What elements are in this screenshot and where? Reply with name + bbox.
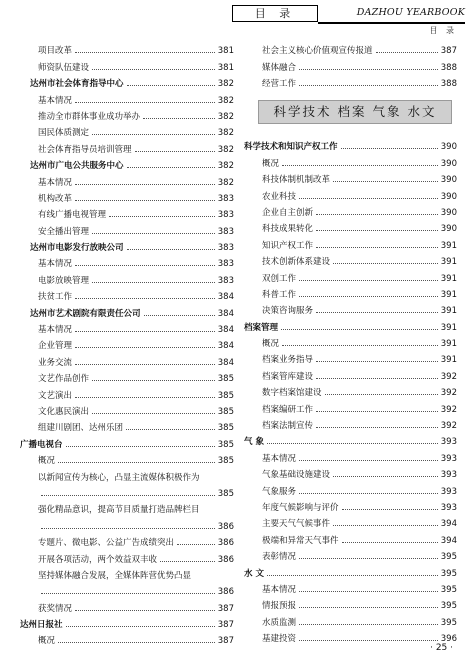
leader-dots: [282, 165, 438, 166]
toc-entry-title: 水 文: [244, 568, 264, 579]
toc-entry-title: 年度气候影响与评价: [262, 502, 339, 513]
toc-right-top: [244, 40, 457, 89]
leader-dots: [75, 347, 215, 348]
toc-entry-title: 扶贫工作: [38, 292, 73, 303]
toc-entry-title: 社会体育指导员培训管理: [38, 144, 132, 155]
leader-dots: [75, 610, 215, 611]
toc-entry-title: 概况: [38, 456, 56, 467]
toc-page-number: 387: [217, 603, 234, 614]
toc-page-number: 391: [440, 240, 457, 251]
leader-dots: [299, 558, 438, 559]
toc-page-number: 395: [440, 601, 457, 612]
toc-entry-title: 达州市广电公共服务中心: [30, 161, 124, 172]
toc-entry-title: 决策咨询服务: [262, 306, 314, 317]
toc-entry-title: 获奖情况: [38, 603, 73, 614]
toc-heading[interactable]: [20, 433, 234, 449]
header-yearbook-title: DAZHOU YEARBOOK: [318, 5, 465, 24]
toc-page-number: 385: [217, 374, 234, 385]
toc-page-number: 383: [217, 259, 234, 270]
toc-entry-title: 文化惠民演出: [38, 406, 90, 417]
leader-dots: [316, 230, 438, 231]
leader-dots: [299, 198, 438, 199]
toc-entry[interactable]: [20, 548, 234, 564]
toc-entry[interactable]: [20, 466, 234, 482]
toc-entry-title: 安全播出管理: [38, 226, 90, 237]
toc-entry-title: 基本情况: [262, 584, 297, 595]
leader-dots: [92, 69, 215, 70]
toc-page-number: 391: [440, 273, 457, 284]
toc-entry-title: 水质监测: [262, 617, 297, 628]
toc-entry[interactable]: [244, 40, 457, 56]
toc-entry[interactable]: [20, 384, 234, 400]
toc-page-number: 385: [217, 488, 234, 499]
leader-dots: [299, 280, 438, 281]
toc-entry-title: 企业管理: [38, 341, 73, 352]
toc-page-number: 387: [217, 620, 234, 631]
toc-page-number: 383: [217, 226, 234, 237]
toc-entry-title: 气象基础设施建设: [262, 470, 331, 481]
toc-entry[interactable]: [244, 628, 457, 644]
toc-entry[interactable]: [244, 398, 457, 414]
toc-entry-title: 达州市电影发行放映公司: [30, 243, 124, 254]
toc-entry[interactable]: [244, 300, 457, 316]
toc-page-number: 385: [217, 423, 234, 434]
leader-dots: [299, 640, 438, 641]
leader-dots: [109, 216, 215, 217]
toc-entry[interactable]: [20, 335, 234, 351]
toc-entry[interactable]: [244, 447, 457, 463]
toc-entry-title: 农业科技: [262, 191, 297, 202]
toc-heading[interactable]: [244, 136, 457, 152]
toc-page-number: 387: [217, 636, 234, 647]
toc-entry-title: 机构改革: [38, 193, 73, 204]
toc-entry[interactable]: [244, 185, 457, 201]
toc-entry-title: 档案管理: [244, 322, 279, 333]
toc-entry[interactable]: [244, 73, 457, 89]
toc-entry-title: 媒体融合: [262, 62, 297, 73]
page-header: [0, 0, 471, 38]
leader-dots: [127, 249, 215, 250]
leader-dots: [299, 296, 438, 297]
toc-left-column: [20, 40, 234, 646]
toc-entry-title: 社会主义核心价值观宣传报道: [262, 46, 373, 57]
leader-dots: [299, 591, 438, 592]
leader-dots: [267, 443, 438, 444]
toc-page-number: 382: [217, 161, 234, 172]
leader-dots: [316, 247, 438, 248]
toc-page-number: 381: [217, 62, 234, 73]
leader-dots: [126, 429, 215, 430]
toc-page-number: 393: [440, 502, 457, 513]
toc-entry[interactable]: [244, 349, 457, 365]
leader-dots: [66, 446, 215, 447]
leader-dots: [333, 525, 438, 526]
toc-entry[interactable]: [20, 515, 234, 531]
toc-entry-title: 情报预报: [262, 601, 297, 612]
toc-entry-title: 基本情况: [38, 95, 73, 106]
toc-heading[interactable]: [244, 431, 457, 447]
toc-page-number: 392: [440, 404, 457, 415]
toc-page-number: 387: [440, 46, 457, 57]
toc-entry[interactable]: [20, 401, 234, 417]
leader-dots: [75, 364, 215, 365]
toc-entry-title: 达州市社会体育指导中心: [30, 79, 124, 90]
leader-dots: [267, 575, 438, 576]
toc-entry-title: 主要天气气候事件: [262, 519, 331, 530]
toc-entry-title: 技术创新体系建设: [262, 257, 331, 268]
toc-page-number: 396: [440, 634, 457, 645]
toc-entry[interactable]: [20, 597, 234, 613]
leader-dots: [299, 493, 438, 494]
leader-dots: [127, 167, 215, 168]
toc-entry[interactable]: [20, 56, 234, 72]
toc-entry-title: 国民体质测定: [38, 128, 90, 139]
toc-entry-title: 企业自主创新: [262, 207, 314, 218]
toc-entry[interactable]: [244, 480, 457, 496]
toc-entry[interactable]: [244, 579, 457, 595]
toc-entry[interactable]: [20, 286, 234, 302]
leader-dots: [75, 102, 215, 103]
toc-entry-title: 档案法制宣传: [262, 421, 314, 432]
leader-dots: [281, 329, 438, 330]
toc-page-number: 393: [440, 453, 457, 464]
toc-entry-title: 双创工作: [262, 273, 297, 284]
toc-entry-title: 达州市艺术剧院有限责任公司: [30, 308, 141, 319]
leader-dots: [75, 331, 215, 332]
toc-entry-title: 科技成果转化: [262, 224, 314, 235]
toc-entry[interactable]: [20, 581, 234, 597]
toc-page-number: 386: [217, 554, 234, 565]
toc-heading[interactable]: [20, 237, 234, 253]
toc-page-number: 394: [440, 519, 457, 530]
toc-entry[interactable]: [244, 513, 457, 529]
toc-entry-title: 经营工作: [262, 79, 297, 90]
toc-page-number: 388: [440, 62, 457, 73]
leader-dots: [135, 151, 215, 152]
toc-entry-title: 科普工作: [262, 289, 297, 300]
leader-dots: [316, 411, 438, 412]
toc-entry[interactable]: [244, 267, 457, 283]
toc-page-number: 382: [217, 79, 234, 90]
leader-dots: [299, 69, 438, 70]
toc-page-number: 384: [217, 308, 234, 319]
leader-dots: [333, 476, 438, 477]
leader-dots: [325, 394, 438, 395]
toc-entry-title: 坚持媒体融合发展，全媒体阵营优势凸显: [38, 570, 192, 581]
toc-entry[interactable]: [20, 171, 234, 187]
toc-page-number: 383: [217, 275, 234, 286]
toc-entry-title: 专题片、微电影、公益广告成绩突出: [38, 538, 175, 549]
leader-dots: [92, 380, 215, 381]
toc-page-number: 390: [440, 191, 457, 202]
toc-page-number: 383: [217, 243, 234, 254]
toc-entry-title: 广播电视台: [20, 439, 63, 450]
leader-dots: [66, 626, 215, 627]
toc-page-number: 384: [217, 325, 234, 336]
leader-dots: [177, 544, 215, 545]
leader-dots: [299, 624, 438, 625]
toc-entry-title: 数字档案馆建设: [262, 388, 322, 399]
toc-entry-title: 组建川剧团、达州乐团: [38, 423, 124, 434]
toc-entry-title: 文艺演出: [38, 390, 73, 401]
toc-page-number: 395: [440, 584, 457, 595]
toc-entry[interactable]: [244, 611, 457, 627]
leader-dots: [127, 85, 215, 86]
leader-dots: [41, 528, 215, 529]
toc-page-number: 390: [440, 224, 457, 235]
toc-page-number: 392: [440, 371, 457, 382]
toc-entry[interactable]: [20, 483, 234, 499]
toc-page-number: 390: [440, 207, 457, 218]
toc-entry[interactable]: [20, 417, 234, 433]
toc-page-number: 395: [440, 552, 457, 563]
toc-page-number: 394: [440, 535, 457, 546]
toc-heading[interactable]: [20, 73, 234, 89]
toc-entry-title: 有线广播电视管理: [38, 210, 107, 221]
toc-page-number: 385: [217, 406, 234, 417]
toc-entry[interactable]: [244, 497, 457, 513]
toc-entry[interactable]: [20, 188, 234, 204]
toc-page-number: 393: [440, 437, 457, 448]
toc-entry-title: 强化精品意识，提高节目质量打造品牌栏目: [38, 505, 200, 516]
toc-page-number: 382: [217, 128, 234, 139]
header-subtitle: 目 录: [429, 26, 457, 35]
toc-heading[interactable]: [244, 316, 457, 332]
toc-entry-title: 概况: [262, 339, 280, 350]
toc-entry-title: 业务交流: [38, 357, 73, 368]
leader-dots: [282, 345, 438, 346]
toc-entry[interactable]: [244, 365, 457, 381]
toc-entry[interactable]: [244, 284, 457, 300]
toc-entry-title: 基本情况: [262, 453, 297, 464]
leader-dots: [75, 265, 215, 266]
toc-page-number: 386: [217, 538, 234, 549]
toc-entry[interactable]: [244, 382, 457, 398]
toc-page-number: 391: [440, 257, 457, 268]
toc-entry[interactable]: [20, 253, 234, 269]
toc-entry[interactable]: [244, 415, 457, 431]
toc-entry[interactable]: [244, 595, 457, 611]
toc-entry[interactable]: [244, 218, 457, 234]
toc-heading[interactable]: [20, 614, 234, 630]
toc-page-number: 388: [440, 79, 457, 90]
toc-entry-title: 概况: [38, 636, 56, 647]
toc-entry-title: 档案编研工作: [262, 404, 314, 415]
toc-entry-title: 以新闻宣传为核心，凸显主流媒体积极作为: [38, 472, 200, 483]
toc-entry-title: 档案管库建设: [262, 371, 314, 382]
toc-entry[interactable]: [244, 234, 457, 250]
leader-dots: [75, 397, 215, 398]
toc-page-number: 381: [217, 46, 234, 57]
toc-entry[interactable]: [20, 532, 234, 548]
toc-entry[interactable]: [244, 464, 457, 480]
toc-heading[interactable]: [20, 155, 234, 171]
toc-page-number: 382: [217, 177, 234, 188]
toc-page-number: 386: [217, 521, 234, 532]
toc-page-number: 383: [217, 210, 234, 221]
toc-entry-title: 档案业务指导: [262, 355, 314, 366]
toc-entry-title: 极端和异常天气事件: [262, 535, 339, 546]
header-section-box: 目 录: [232, 5, 318, 22]
toc-entry-title: 文艺作品创作: [38, 374, 90, 385]
toc-entry-title: 基建投资: [262, 634, 297, 645]
leader-dots: [316, 312, 438, 313]
toc-page-number: 391: [440, 289, 457, 300]
toc-entry-title: 知识产权工作: [262, 240, 314, 251]
leader-dots: [92, 134, 215, 135]
toc-page-number: 390: [440, 142, 457, 153]
toc-entry[interactable]: [20, 368, 234, 384]
toc-entry-title: 推动全市群体事业成功举办: [38, 111, 141, 122]
leader-dots: [41, 593, 215, 594]
page-number: · 25 ·: [430, 643, 453, 653]
toc-entry[interactable]: [20, 138, 234, 154]
leader-dots: [333, 263, 438, 264]
leader-dots: [316, 378, 438, 379]
leader-dots: [58, 462, 215, 463]
toc-entry[interactable]: [244, 529, 457, 545]
toc-page-number: 382: [217, 144, 234, 155]
leader-dots: [144, 315, 215, 316]
toc-entry[interactable]: [20, 565, 234, 581]
leader-dots: [75, 52, 215, 53]
toc-page-number: 391: [440, 322, 457, 333]
leader-dots: [75, 200, 215, 201]
toc-page-number: 391: [440, 355, 457, 366]
leader-dots: [75, 298, 215, 299]
toc-page-number: 385: [217, 456, 234, 467]
toc-page-number: 395: [440, 568, 457, 579]
toc-entry-title: 开展各项活动，两个效益双丰收: [38, 554, 158, 565]
toc-page-number: 391: [440, 339, 457, 350]
leader-dots: [316, 361, 438, 362]
leader-dots: [376, 52, 438, 53]
leader-dots: [299, 85, 438, 86]
toc-page-number: 382: [217, 111, 234, 122]
section-banner: 科学技术 档案 气象 水文: [258, 100, 452, 124]
leader-dots: [333, 181, 438, 182]
toc-heading[interactable]: [244, 562, 457, 578]
toc-entry[interactable]: [20, 630, 234, 646]
leader-dots: [160, 561, 215, 562]
toc-entry-title: 表彰情况: [262, 552, 297, 563]
toc-page-number: 393: [440, 486, 457, 497]
leader-dots: [143, 118, 215, 119]
leader-dots: [299, 460, 438, 461]
toc-page-number: 386: [217, 587, 234, 598]
toc-entry-title: 项目改革: [38, 46, 73, 57]
toc-entry[interactable]: [20, 351, 234, 367]
toc-page-number: 384: [217, 341, 234, 352]
toc-entry[interactable]: [20, 40, 234, 56]
toc-page-number: 384: [217, 292, 234, 303]
toc-entry[interactable]: [20, 499, 234, 515]
toc-entry[interactable]: [20, 450, 234, 466]
leader-dots: [41, 495, 215, 496]
toc-page-number: 384: [217, 357, 234, 368]
toc-entry[interactable]: [20, 319, 234, 335]
leader-dots: [316, 427, 438, 428]
toc-page-number: 395: [440, 617, 457, 628]
toc-entry[interactable]: [244, 56, 457, 72]
toc-page-number: 393: [440, 470, 457, 481]
toc-page-number: 392: [440, 421, 457, 432]
leader-dots: [92, 282, 215, 283]
toc-entry[interactable]: [20, 106, 234, 122]
toc-entry-title: 师资队伍建设: [38, 62, 90, 73]
toc-entry[interactable]: [244, 251, 457, 267]
toc-entry[interactable]: [20, 122, 234, 138]
toc-page-number: 385: [217, 439, 234, 450]
leader-dots: [92, 413, 215, 414]
toc-page-number: 383: [217, 193, 234, 204]
toc-entry-title: 基本情况: [38, 259, 73, 270]
toc-entry[interactable]: [244, 152, 457, 168]
toc-entry-title: 气象服务: [262, 486, 297, 497]
toc-page-number: 385: [217, 390, 234, 401]
leader-dots: [58, 642, 215, 643]
toc-entry[interactable]: [244, 546, 457, 562]
toc-page-number: 391: [440, 306, 457, 317]
toc-entry-title: 达州日报社: [20, 620, 63, 631]
toc-entry[interactable]: [20, 204, 234, 220]
toc-entry-title: 基本情况: [38, 325, 73, 336]
toc-entry-title: 电影放映管理: [38, 275, 90, 286]
toc-entry-title: 基本情况: [38, 177, 73, 188]
toc-right-column: [244, 136, 457, 644]
leader-dots: [342, 509, 438, 510]
leader-dots: [299, 607, 438, 608]
toc-entry[interactable]: [244, 202, 457, 218]
toc-entry[interactable]: [244, 333, 457, 349]
toc-page-number: 392: [440, 388, 457, 399]
toc-entry-title: 科学技术和知识产权工作: [244, 142, 338, 153]
toc-entry-title: 科技体制机制改革: [262, 175, 331, 186]
leader-dots: [316, 214, 438, 215]
leader-dots: [342, 542, 438, 543]
leader-dots: [341, 148, 438, 149]
toc-entry[interactable]: [20, 269, 234, 285]
toc-entry[interactable]: [20, 89, 234, 105]
toc-entry[interactable]: [244, 169, 457, 185]
toc-page-number: 382: [217, 95, 234, 106]
leader-dots: [92, 233, 215, 234]
toc-entry[interactable]: [20, 220, 234, 236]
toc-page-number: 390: [440, 175, 457, 186]
toc-entry-title: 概况: [262, 158, 280, 169]
leader-dots: [75, 184, 215, 185]
toc-entry-title: 气 象: [244, 437, 264, 448]
toc-page-number: 390: [440, 158, 457, 169]
toc-heading[interactable]: [20, 302, 234, 318]
